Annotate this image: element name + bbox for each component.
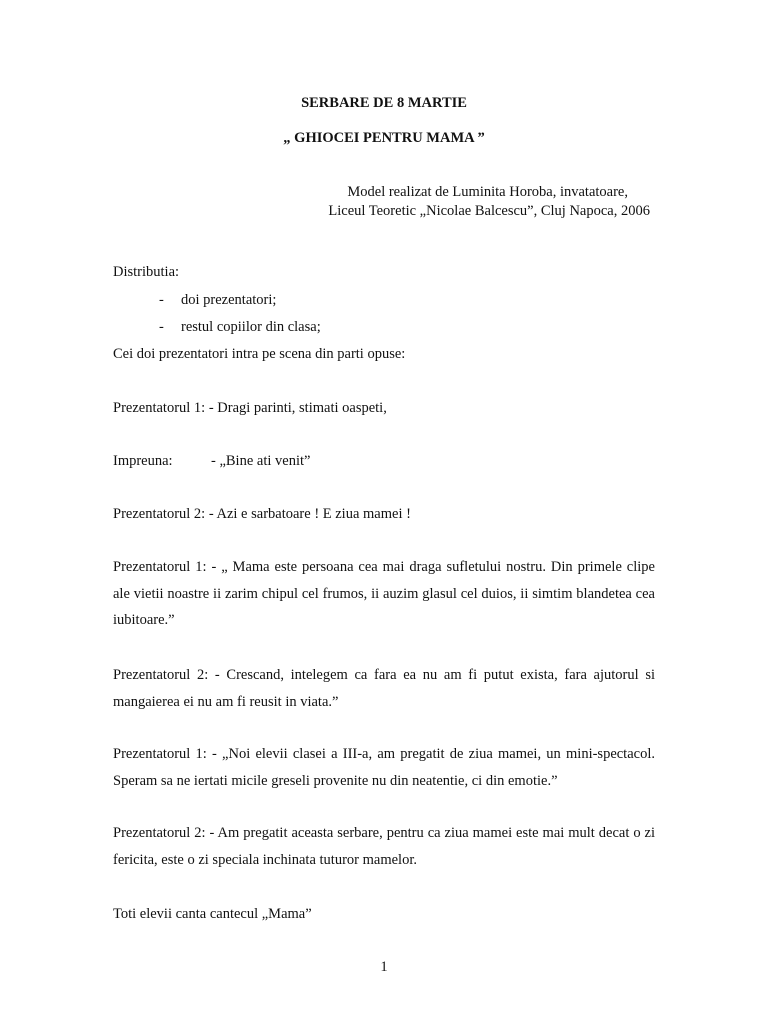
dialogue-paragraph (113, 662, 655, 715)
speech-text: - Dragi parinti, stimati oaspeti, (208, 400, 387, 416)
speech-text: - „ Mama este persoana cea mai draga sufletului nostru. Din primele clipe ale vietii noastre ii zarim chipul cel frumos, ii auzim glasul cel duios, ii simtim blandetea cea iubitoare.” (113, 559, 655, 628)
speaker-label: Prezentatorul 1: (113, 400, 206, 416)
speech-text: - „Noi elevii clasei a III-a, am pregatit de ziua mamei, un mini-spectacol. Speram sa ne iertati micile greseli provenite nu din neatentie, ci din emotie.” (113, 746, 655, 789)
dialogue-line (113, 399, 387, 418)
speech-text: - Crescand, intelegem ca fara ea nu am fi putut exista, fara ajutorul si mangaierea ei nu am fi reusit in viata.” (113, 667, 655, 710)
speech-text: - Am pregatit aceasta serbare, pentru ca ziua mamei este mai mult decat o zi fericita, este o zi speciala inchinata tuturor mamelor. (113, 825, 656, 868)
closing-line: Toti elevii canta cantecul „Mama” (113, 906, 312, 922)
speaker-label: Prezentatorul 2: (113, 667, 209, 683)
speaker-label: Prezentatorul 1: (113, 559, 207, 575)
dialogue-line (113, 505, 411, 524)
bullet-dash: - (159, 292, 164, 308)
dialogue-paragraph (113, 820, 655, 873)
document-title: SERBARE DE 8 MARTIE (301, 95, 467, 111)
speaker-label: Prezentatorul 2: (113, 506, 206, 522)
distributia-item: doi prezentatori; (181, 292, 277, 308)
bullet-dash: - (159, 319, 164, 335)
distributia-intro: Cei doi prezentatori intra pe scena din parti opuse: (113, 346, 406, 362)
speaker-label: Prezentatorul 1: (113, 746, 207, 762)
speaker-label: Impreuna: (113, 453, 173, 469)
distributia-heading: Distributia: (113, 264, 180, 280)
credit-line-1: Model realizat de Luminita Horoba, invatatoare, (347, 184, 628, 200)
credit-line-2: Liceul Teoretic „Nicolae Balcescu”, Cluj Napoca, 2006 (328, 203, 650, 219)
speech-text: - Azi e sarbatoare ! E ziua mamei ! (208, 506, 411, 522)
dialogue-paragraph (113, 741, 655, 794)
distributia-item: restul copiilor din clasa; (181, 319, 321, 335)
speech-text: - „Bine ati venit” (211, 453, 311, 469)
dialogue-paragraph (113, 554, 655, 634)
document-subtitle: „ GHIOCEI PENTRU MAMA ” (283, 130, 485, 146)
page-number: 1 (380, 959, 388, 975)
speaker-label: Prezentatorul 2: (113, 825, 206, 841)
